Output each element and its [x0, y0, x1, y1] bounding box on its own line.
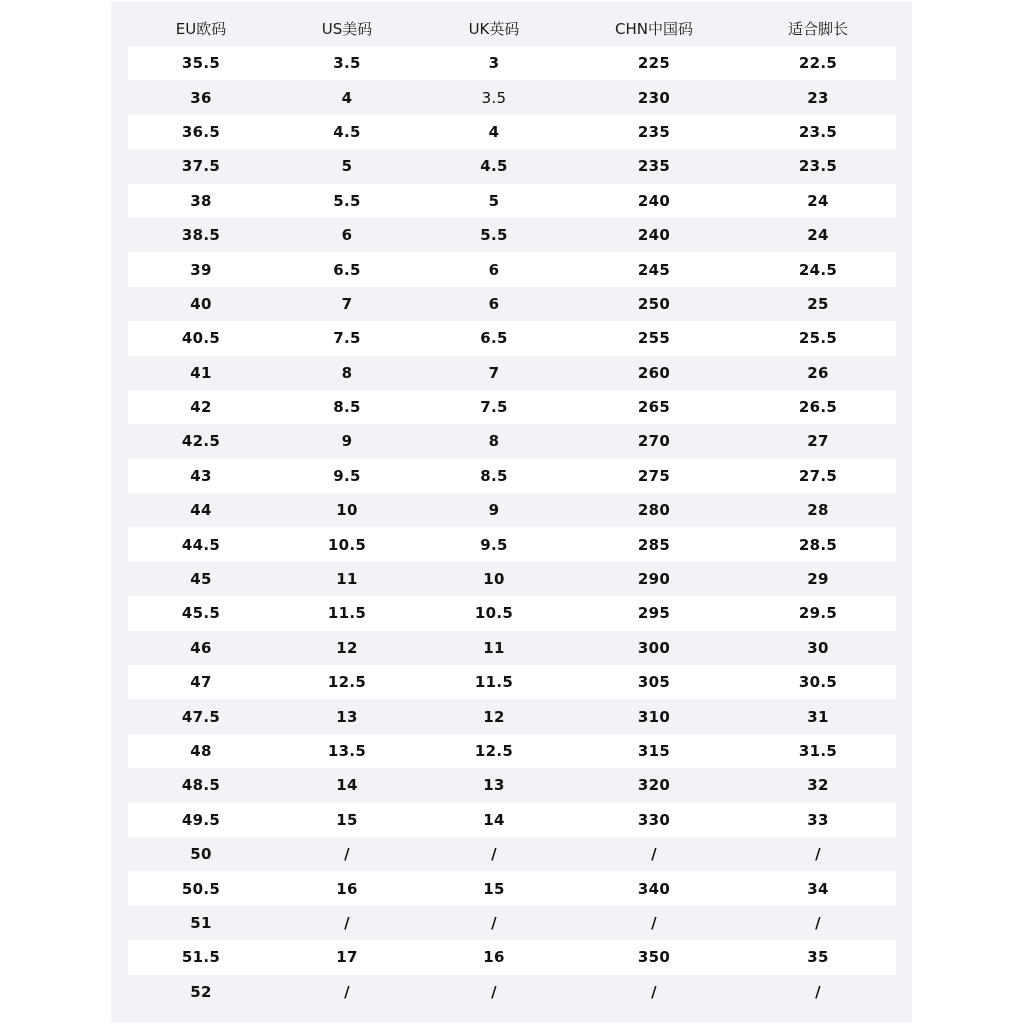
cell-uk: /: [491, 913, 497, 932]
cell-eu: 47: [190, 673, 212, 692]
cell-uk: 8: [488, 432, 500, 451]
cell-foot-length: 31.5: [798, 742, 838, 760]
table-row: [128, 734, 896, 768]
cell-us: /: [344, 913, 350, 932]
table-row: [128, 252, 896, 286]
cell-uk: 6.5: [480, 329, 508, 348]
cell-chn: /: [651, 913, 657, 932]
cell-foot-length: 26: [807, 363, 829, 382]
cell-us: 8: [341, 363, 353, 382]
cell-us: 13: [336, 707, 358, 726]
cell-us: 3.5: [333, 54, 361, 73]
cell-uk: 9: [488, 501, 500, 520]
cell-eu: 48.5: [181, 776, 221, 795]
header-us: US美码: [321, 19, 373, 38]
cell-uk: 10: [483, 570, 505, 589]
cell-chn: 275: [637, 466, 671, 485]
cell-us: /: [344, 845, 350, 864]
cell-us: 14: [336, 776, 358, 795]
table-row: [128, 115, 896, 149]
cell-eu: 37.5: [181, 157, 221, 176]
cell-uk: 7: [488, 363, 500, 382]
table-row: [128, 837, 896, 871]
cell-foot-length: 27.5: [798, 466, 838, 485]
cell-chn: 305: [637, 673, 671, 692]
cell-us: 11: [336, 570, 358, 589]
cell-us: 12: [336, 638, 358, 657]
cell-chn: 240: [637, 226, 671, 245]
cell-us: 9.5: [333, 466, 361, 485]
table-header: [128, 12, 896, 44]
cell-us: 7.5: [333, 329, 361, 348]
cell-eu: 42: [190, 398, 212, 417]
cell-eu: 41: [190, 363, 212, 382]
table-row: [128, 803, 896, 837]
cell-us: 8.5: [333, 398, 361, 417]
cell-uk: 5: [488, 191, 500, 210]
cell-chn: 235: [637, 157, 671, 176]
cell-chn: 350: [637, 948, 671, 967]
cell-eu: 38: [190, 191, 212, 210]
cell-foot-length: 33: [807, 810, 829, 829]
table-row: [128, 356, 896, 390]
cell-uk: 3.5: [481, 88, 507, 107]
cell-eu: 35.5: [181, 54, 221, 73]
cell-foot-length: 24: [807, 226, 829, 245]
table-row: [128, 184, 896, 218]
table-row: [128, 459, 896, 493]
size-chart-panel: [111, 2, 912, 1022]
cell-foot-length: 34: [807, 879, 829, 898]
table-row: [128, 596, 896, 630]
size-table-body: [128, 46, 896, 1009]
cell-eu: 46: [190, 638, 212, 657]
cell-eu: 39: [190, 260, 212, 279]
cell-foot-length: 32: [807, 776, 829, 795]
cell-chn: 250: [637, 294, 671, 313]
cell-uk: 3: [488, 54, 500, 73]
cell-chn: 265: [637, 398, 671, 417]
cell-chn: 235: [637, 122, 671, 141]
cell-foot-length: 31: [807, 707, 829, 726]
table-row: [128, 562, 896, 596]
cell-eu: 45.5: [181, 604, 221, 623]
cell-eu: 45: [190, 570, 212, 589]
cell-chn: 245: [637, 260, 671, 279]
cell-chn: /: [651, 845, 657, 864]
cell-chn: 295: [637, 604, 671, 623]
cell-foot-length: 22.5: [798, 54, 838, 73]
cell-foot-length: 23: [807, 88, 829, 107]
cell-foot-length: 28.5: [798, 535, 838, 554]
cell-eu: 40: [190, 294, 212, 313]
cell-foot-length: 24.5: [798, 260, 838, 279]
cell-us: 4: [341, 88, 353, 107]
table-row: [128, 321, 896, 355]
header-foot-length: 适合脚长: [787, 19, 848, 38]
cell-uk: 10.5: [474, 604, 514, 623]
cell-us: 15: [336, 810, 358, 829]
cell-foot-length: 30.5: [798, 673, 838, 692]
cell-foot-length: 29.5: [798, 604, 838, 623]
cell-chn: 310: [637, 707, 671, 726]
cell-us: 12.5: [327, 673, 367, 692]
cell-us: 7: [341, 294, 353, 313]
table-row: [128, 390, 896, 424]
cell-us: 6: [341, 226, 353, 245]
cell-foot-length: 25.5: [798, 329, 838, 348]
cell-uk: /: [491, 845, 497, 864]
cell-chn: 255: [637, 329, 671, 348]
cell-uk: 13: [483, 776, 505, 795]
cell-foot-length: 26.5: [798, 398, 838, 417]
cell-eu: 42.5: [181, 432, 221, 451]
cell-eu: 43: [190, 466, 212, 485]
table-row: [128, 871, 896, 905]
cell-eu: 50.5: [181, 879, 221, 898]
cell-eu: 44.5: [181, 535, 221, 554]
cell-uk: 4.5: [480, 157, 508, 176]
cell-chn: 260: [637, 363, 671, 382]
cell-uk: 4: [488, 122, 500, 141]
table-row: [128, 149, 896, 183]
cell-uk: 12.5: [474, 742, 514, 760]
table-row: [128, 80, 896, 114]
cell-eu: 48: [190, 742, 212, 760]
cell-uk: 5.5: [480, 226, 508, 245]
cell-chn: 280: [637, 501, 671, 520]
table-row: [128, 527, 896, 561]
table-row: [128, 424, 896, 458]
cell-uk: 8.5: [480, 466, 508, 485]
cell-eu: 38.5: [181, 226, 221, 245]
cell-chn: 320: [637, 776, 671, 795]
cell-us: 11.5: [327, 604, 367, 623]
table-row: [128, 493, 896, 527]
table-row: [128, 975, 896, 1009]
cell-us: 5: [341, 157, 353, 176]
cell-foot-length: 35: [807, 948, 829, 967]
table-row: [128, 287, 896, 321]
cell-us: 6.5: [333, 260, 361, 279]
table-row: [128, 631, 896, 665]
cell-uk: 11: [483, 638, 505, 657]
cell-chn: 340: [637, 879, 671, 898]
cell-chn: 290: [637, 570, 671, 589]
cell-foot-length: /: [815, 982, 821, 1001]
cell-uk: 16: [483, 948, 505, 967]
cell-foot-length: 25: [807, 294, 829, 313]
cell-foot-length: 23.5: [798, 122, 838, 141]
cell-foot-length: 29: [807, 570, 829, 589]
cell-foot-length: /: [815, 913, 821, 932]
cell-uk: 6: [488, 260, 500, 279]
table-row: [128, 218, 896, 252]
cell-us: 10: [336, 501, 358, 520]
cell-eu: 36: [190, 88, 212, 107]
cell-uk: /: [491, 982, 497, 1001]
header-chn: CHN中国码: [615, 19, 693, 38]
cell-eu: 44: [190, 501, 212, 520]
header-eu: EU欧码: [175, 19, 227, 38]
cell-uk: 14: [483, 810, 505, 829]
cell-us: 10.5: [327, 535, 367, 554]
table-row: [128, 940, 896, 974]
cell-uk: 9.5: [480, 535, 508, 554]
cell-chn: 270: [637, 432, 671, 451]
cell-foot-length: /: [815, 845, 821, 864]
cell-chn: 230: [637, 88, 671, 107]
cell-foot-length: 24: [807, 191, 829, 210]
cell-eu: 51.5: [181, 948, 221, 967]
cell-eu: 51: [190, 913, 212, 932]
cell-uk: 15: [483, 879, 505, 898]
cell-eu: 50: [190, 845, 212, 864]
cell-us: 16: [336, 879, 358, 898]
table-row: [128, 699, 896, 733]
cell-foot-length: 23.5: [798, 157, 838, 176]
cell-us: /: [344, 982, 350, 1001]
cell-uk: 6: [488, 294, 500, 313]
cell-uk: 11.5: [474, 673, 514, 692]
cell-chn: 285: [637, 535, 671, 554]
cell-eu: 36.5: [181, 122, 221, 141]
cell-chn: 240: [637, 191, 671, 210]
table-row: [128, 768, 896, 802]
cell-uk: 7.5: [480, 398, 508, 417]
cell-eu: 49.5: [181, 810, 221, 829]
cell-chn: /: [651, 982, 657, 1001]
header-uk: UK英码: [468, 19, 520, 38]
cell-uk: 12: [483, 707, 505, 726]
cell-chn: 225: [637, 54, 671, 73]
cell-us: 13.5: [327, 742, 367, 760]
cell-foot-length: 30: [807, 638, 829, 657]
table-row: [128, 906, 896, 940]
cell-foot-length: 28: [807, 501, 829, 520]
cell-us: 9: [341, 432, 353, 451]
cell-eu: 47.5: [181, 707, 221, 726]
cell-chn: 315: [637, 742, 671, 760]
table-row: [128, 46, 896, 80]
cell-chn: 300: [637, 638, 671, 657]
cell-foot-length: 27: [807, 432, 829, 451]
cell-chn: 330: [637, 810, 671, 829]
cell-eu: 52: [190, 982, 212, 1001]
cell-us: 5.5: [333, 191, 361, 210]
cell-us: 4.5: [333, 122, 361, 141]
table-row: [128, 665, 896, 699]
cell-eu: 40.5: [181, 329, 221, 348]
cell-us: 17: [336, 948, 358, 967]
